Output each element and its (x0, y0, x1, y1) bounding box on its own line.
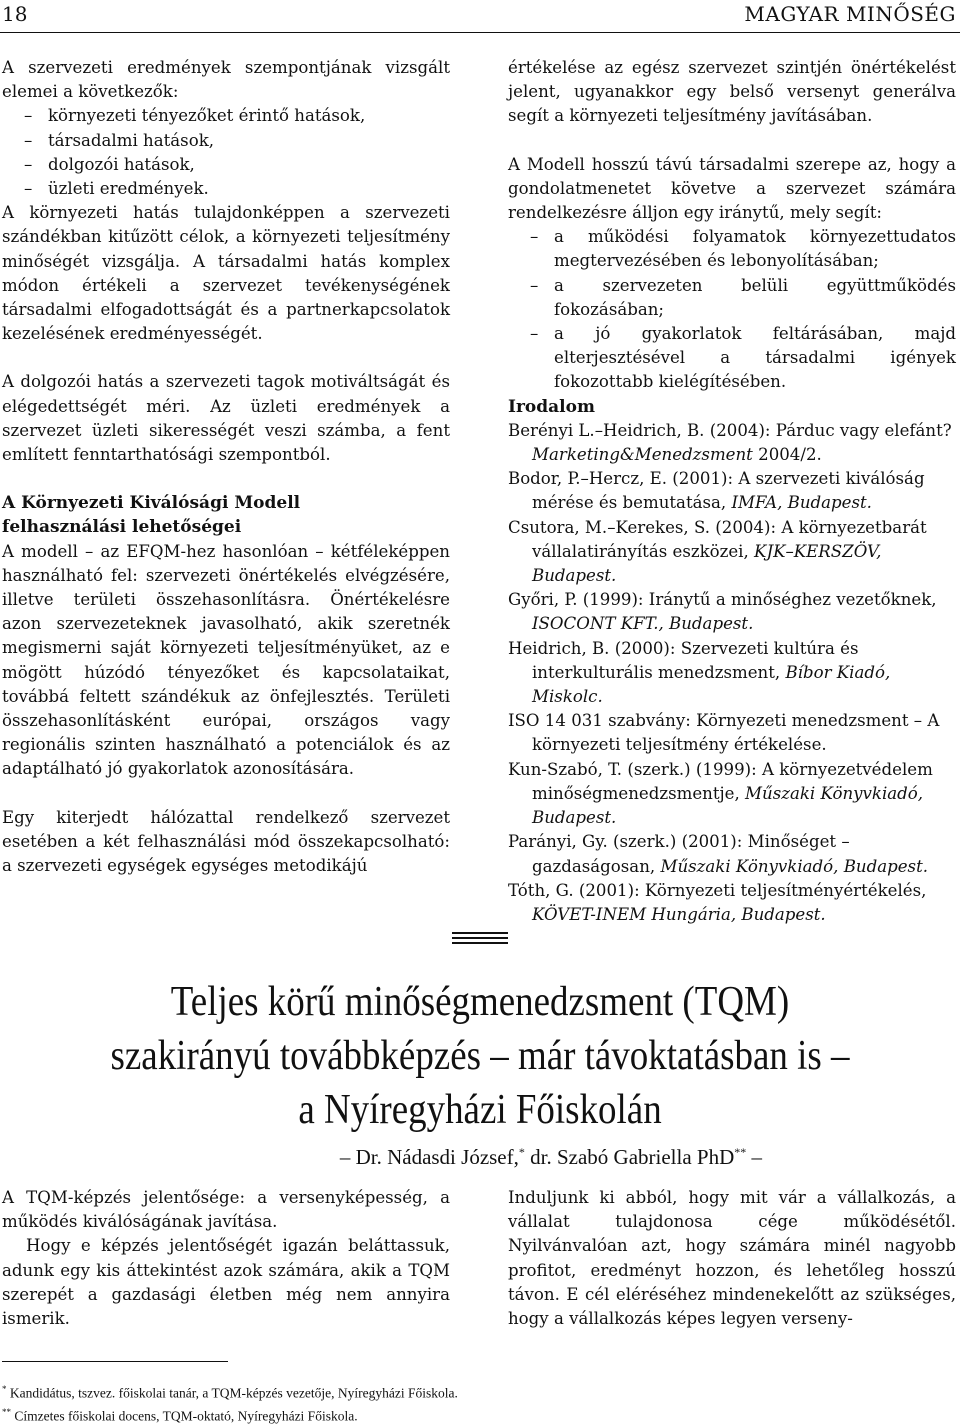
author-2: dr. Szabó Gabriella PhD (525, 1145, 734, 1169)
footnote-marker: * (519, 1145, 525, 1159)
reference-text: Tóth, G. (2001): Környezeti teljesítményértékelés, (508, 881, 926, 900)
reference-source: Marketing&Menedzsment (532, 445, 753, 464)
paragraph: Egy kiterjedt hálózattal rendelkező szervezet esetében a két felhasználási mód összekapcsolható: a szervezeti egységek egységes metodikájú (2, 806, 450, 879)
section-heading-line: A Környezeti Kiválósági Modell (2, 493, 300, 513)
reference-item (508, 830, 956, 878)
list-item: – környezeti tényezőket érintő hatások, (2, 104, 450, 128)
footnote (2, 1403, 942, 1425)
article-right-column (508, 1186, 956, 1331)
left-column (2, 56, 450, 878)
reference-text: Kun-Szabó, T. (szerk.) (1999): A környezetvédelem minőségmenedzsmentje, (508, 760, 933, 803)
reference-source: KÖVET-INEM Hungária, Budapest. (532, 905, 826, 924)
article-title-line: a Nyíregyházi Főiskolán (58, 1083, 903, 1137)
journal-title: MAGYAR MINŐSÉG (744, 2, 956, 26)
dash-list (2, 104, 450, 201)
reference-item (508, 467, 956, 515)
reference-text: Heidrich, B. (2000): Szervezeti kultúra és interkulturális menedzsment, (508, 639, 859, 682)
list-item: – üzleti eredmények. (2, 177, 450, 201)
reference-list (508, 419, 956, 927)
list-item: – a szervezeten belüli együttműködés fokozásában; (508, 274, 956, 322)
reference-item (508, 709, 956, 757)
right-column (508, 56, 956, 927)
paragraph: A TQM-képzés jelentősége: a versenyképesség, a működés kiválóságának javítása. (2, 1186, 450, 1234)
footnote (2, 1380, 942, 1403)
reference-item (508, 588, 956, 636)
section-heading (2, 491, 450, 539)
reference-text: Csutora, M.–Kerekes, S. (2004): A környezetbarát vállalatirányítás eszközei, (508, 518, 927, 561)
reference-item (508, 879, 956, 927)
reference-source: Bíbor Kiadó, Miskolc. (532, 663, 890, 706)
article-title-line: szakirányú továbbképzés – már távoktatásban is – (58, 1029, 903, 1083)
article-title-line: Teljes körű minőségmenedzsment (TQM) (58, 975, 903, 1029)
reference-text: Berényi L.–Heidrich, B. (2004): Párduc vagy elefánt? (508, 421, 952, 440)
separator-line (452, 937, 508, 939)
paragraph: értékelése az egész szervezet szintjén önértékelést jelent, ugyanakkor egy belső versenyt generálva segít a környezeti teljesítmény javításában. (508, 56, 956, 129)
reference-text: ISO 14 031 szabvány: Környezeti menedzsment – A környezeti teljesítmény értékelése. (508, 711, 939, 754)
footnote-text: Címzetes főiskolai docens, TQM-oktató, Nyíregyházi Főiskola. (14, 1408, 357, 1423)
footnote-marker: ** (734, 1145, 746, 1159)
reference-source: KJK–KERSZÖV, Budapest. (532, 542, 881, 585)
reference-source: ISOCONT KFT., Budapest. (532, 614, 753, 633)
reference-item (508, 637, 956, 710)
paragraph: A Modell hosszú távú társadalmi szerepe az, hogy a gondolatmenetet követve a szervezet számára rendelkezésre álljon egy iránytű, mely segít: (508, 153, 956, 226)
footnotes (2, 1380, 942, 1425)
article-title (58, 975, 903, 1137)
section-heading-line: felhasználási lehetőségei (2, 517, 241, 537)
footnote-text: Kandidátus, tszvez. főiskolai tanár, a TQM-képzés vezetője, Nyíregyházi Főiskola. (10, 1386, 458, 1401)
page-header (0, 0, 960, 30)
header-rule (0, 32, 960, 33)
list-item: – a jó gyakorlatok feltárásában, majd elterjesztésével a társadalmi igények fokozottabb kielégítésében. (508, 322, 956, 395)
paragraph: A modell – az EFQM-hez hasonlóan – kétféleképpen használható fel: szervezeti önértékelés elvégzésére, illetve területi összehasonlításra. Önértékelésre azon szervezeteknek javasolható, akik szeretnék megismerni saját környezeti teljesítményüket, az e mögött húzódó tényezőket és kapcsolataikat, továbbá feltett szándékuk az önfejlesztés. Területi összehasonlításként európai, országos vagy regionális szinten használható a potenciálok és az adaptálható jó gyakorlatok azonosítására. (2, 540, 450, 782)
paragraph: A dolgozói hatás a szervezeti tagok motiváltságát és elégedettségét méri. Az üzleti eredmények a szervezet üzleti sikerességét veszi számba, a fent említett fenntarthatósági szempontból. (2, 370, 450, 467)
reference-text: Parányi, Gy. (szerk.) (2001): Minőséget – gazdaságosan, (508, 832, 850, 875)
separator-line (452, 932, 508, 934)
article-left-column (2, 1186, 450, 1331)
list-item: – dolgozói hatások, (2, 153, 450, 177)
section-separator (452, 932, 508, 947)
authors-dash: – (746, 1145, 762, 1169)
article-authors (340, 1137, 762, 1172)
reference-item (508, 419, 956, 467)
separator-line (452, 942, 508, 944)
references-heading: Irodalom (508, 395, 956, 419)
list-item: – társadalmi hatások, (2, 129, 450, 153)
page-number: 18 (2, 2, 27, 26)
footnote-marker: * (2, 1384, 7, 1394)
reference-text: Győri, P. (1999): Iránytű a minőséghez vezetőknek, (508, 590, 937, 609)
reference-source: Műszaki Könyvkiadó, Budapest. (660, 857, 928, 876)
reference-tail: 2004/2. (753, 445, 822, 464)
paragraph: Induljunk ki abból, hogy mit vár a vállalkozás, a vállalat tulajdonosa cége működésétől. Nyilvánvalóan azt, hogy számára minél nagyobb profitot, eredményt hozzon, és lehetőleg hosszú távon. E cél eléréséhez mindenekelőtt az szükséges, hogy a vállalkozás képes legyen verseny- (508, 1186, 956, 1331)
author-1: – Dr. Nádasdi József, (340, 1145, 519, 1169)
paragraph: A környezeti hatás tulajdonképpen a szervezeti szándékban kitűzött célok, a környezeti teljesítmény minőségét vizsgálja. A társadalmi hatás komplex módon értékeli a szervezet tevékenységének társadalmi elfogadottságát és a partnerkapcsolatok kezelésének eredményességét. (2, 201, 450, 346)
footnote-marker: ** (2, 1407, 11, 1417)
reference-source: Műszaki Könyvkiadó, Budapest. (532, 784, 923, 827)
paragraph: Hogy e képzés jelentőségét igazán beláttassuk, adunk egy kis áttekintést azok számára, akik a TQM szerepét a gazdasági életben még nem annyira ismerik. (2, 1234, 450, 1331)
reference-source: IMFA, Budapest. (731, 493, 871, 512)
list-item: – a működési folyamatok környezettudatos megtervezésében és lebonyolításában; (508, 225, 956, 273)
dash-list (508, 225, 956, 394)
footnote-rule (2, 1361, 228, 1362)
reference-text: Bodor, P.–Hercz, E. (2001): A szervezeti kiválóság mérése és bemutatása, (508, 469, 925, 512)
paragraph: A szervezeti eredmények szempontjának vizsgált elemei a következők: (2, 56, 450, 104)
reference-item (508, 758, 956, 831)
reference-item (508, 516, 956, 589)
